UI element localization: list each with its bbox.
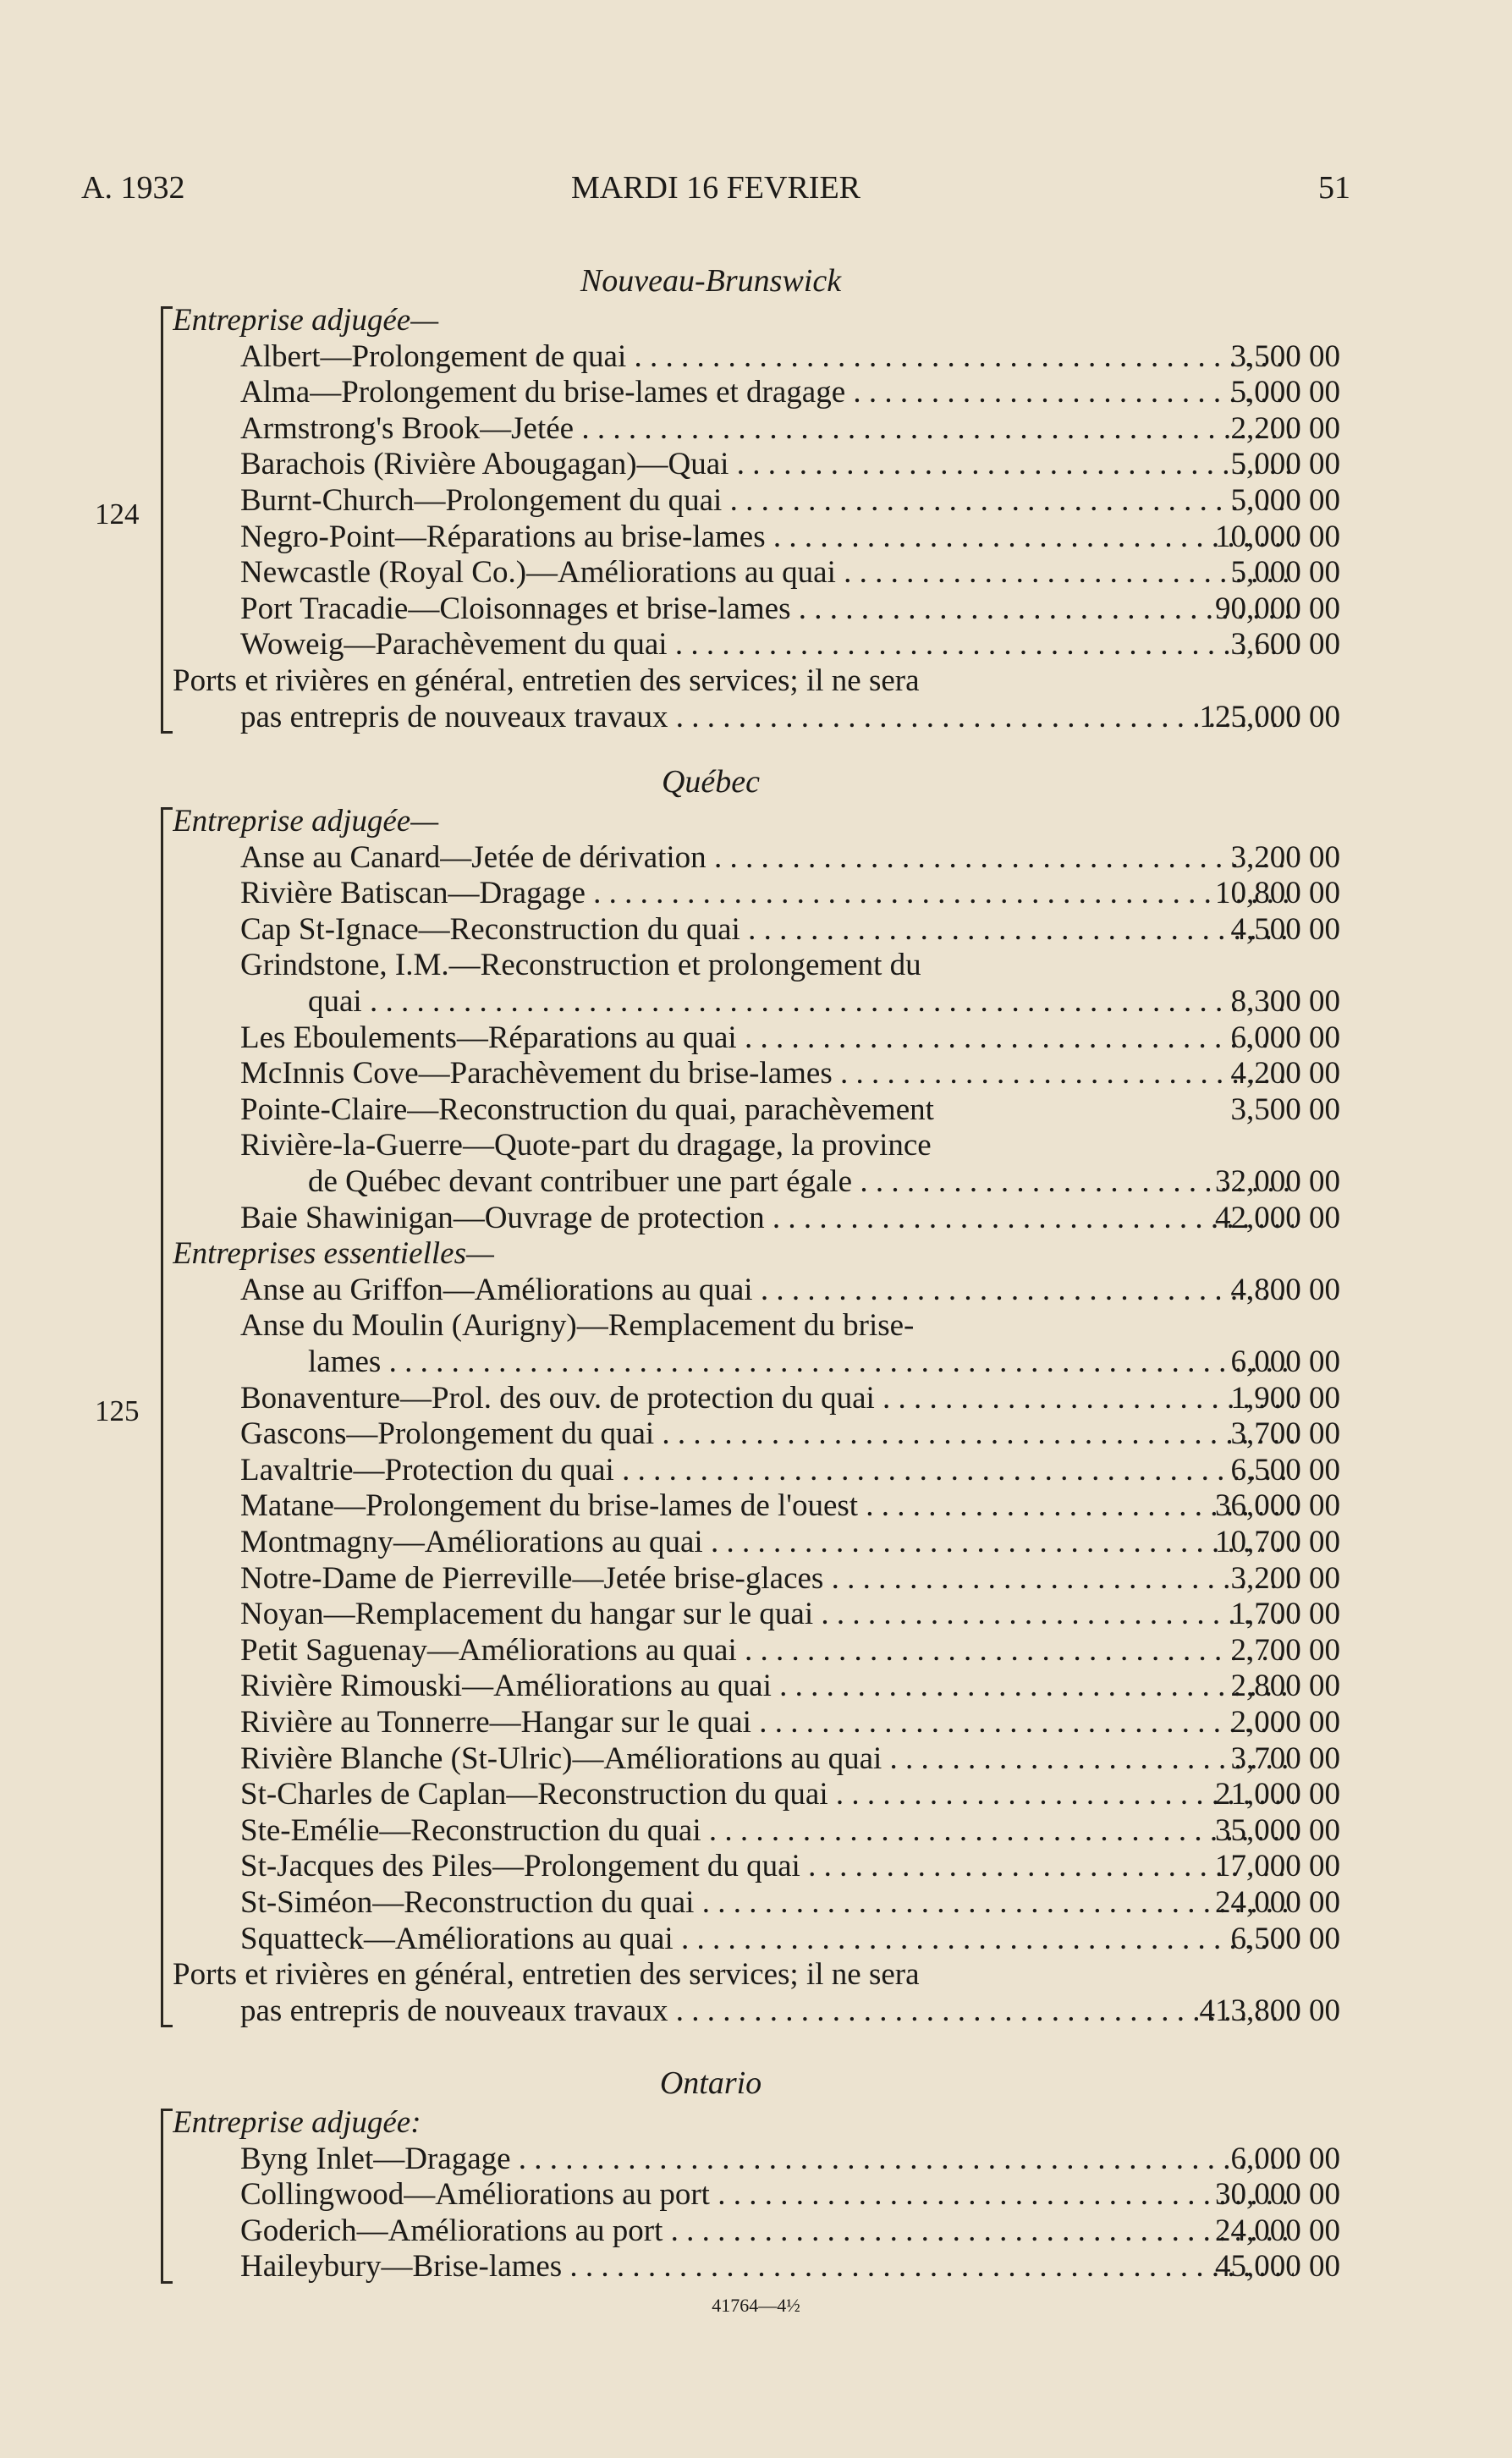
item-description: Gascons—Prolongement du quai . . . [240,1416,1294,1452]
line-item [173,627,1340,663]
item-amount: 24,000 00 [1215,2213,1340,2248]
item-amount: 6,500 00 [1230,1921,1340,1956]
line-item [173,520,1340,555]
line-item [173,447,1340,482]
line-item [173,411,1340,447]
item-amount: 45,000 00 [1215,2249,1340,2285]
line-item [173,700,1340,735]
item-amount: 42,000 00 [1215,1200,1340,1235]
item-description: Rivière-la-Guerre—Quote-part du dragage, la province [240,1128,932,1163]
line-item [173,1993,1340,2029]
item-description: Port Tracadie—Cloisonnages et brise-lames . . . [240,591,1294,627]
item-amount: 17,000 00 [1215,1849,1340,1884]
item-description: Rivière au Tonnerre—Hangar sur le quai . . . [240,1705,1294,1740]
item-description: St-Charles de Caplan—Reconstruction du quai . . . [240,1777,1294,1812]
vote-number: 124 [95,497,140,531]
item-description: Woweig—Parachèvement du quai . . . [240,627,1294,663]
line-item [173,1957,1340,1993]
line-item [173,1813,1340,1849]
line-item [173,483,1340,519]
line-item [173,912,1340,948]
item-description: Collingwood—Améliorations au port . . . [240,2177,1294,2213]
item-description: Pointe-Claire—Reconstruction du quai, parachèvement [240,1092,934,1127]
item-description: Negro-Point—Réparations au brise-lames . . . [240,520,1294,555]
item-amount: 3,200 00 [1230,1560,1340,1596]
item-description: Ports et rivières en général, entretien des services; il ne sera [173,663,920,698]
item-amount: 5,000 00 [1230,447,1340,482]
item-description: Entreprise adjugée: [173,2105,421,2140]
line-item [173,375,1340,410]
item-amount: 35,000 00 [1215,1812,1340,1848]
item-amount: 6,000 00 [1230,1020,1340,1055]
item-amount: 4,800 00 [1230,1272,1340,1307]
line-item [173,2177,1340,2213]
item-description: Entreprise adjugée— [173,303,439,338]
item-description: St-Jacques des Piles—Prolongement du quai . . . [240,1849,1294,1884]
item-amount: 5,000 00 [1230,483,1340,518]
subheading-row [173,1236,1340,1272]
item-amount: 4,500 00 [1230,911,1340,947]
line-item [173,984,1340,1020]
page-header [81,169,1350,212]
line-item [173,1020,1340,1056]
item-description: Rivière Blanche (St-Ulric)—Améliorations au quai . . . [240,1741,1294,1777]
line-item [173,1633,1340,1669]
item-description: de Québec devant contribuer une part égale . . . [308,1164,1294,1200]
item-amount: 32,000 00 [1215,1164,1340,1199]
item-description: lames . . . [308,1344,1294,1380]
item-description: Entreprise adjugée— [173,804,439,839]
page-number: 51 [1318,170,1350,206]
item-amount: 3,700 00 [1230,1416,1340,1452]
print-code: 41764—4½ [712,2295,800,2316]
line-item [173,1705,1340,1740]
item-description: Anse du Moulin (Aurigny)—Remplacement du brise- [240,1308,915,1344]
line-item [173,1201,1340,1236]
section-title: Nouveau-Brunswick [580,263,842,299]
line-item [173,1669,1340,1704]
item-amount: 5,000 00 [1230,555,1340,591]
item-amount: 413,800 00 [1199,1993,1340,2028]
item-description: St-Siméon—Reconstruction du quai . . . [240,1885,1294,1921]
item-description: Rivière Rimouski—Améliorations au quai . . . [240,1669,1294,1704]
item-description: Bonaventure—Prol. des ouv. de protection du quai . . . [240,1381,1294,1416]
item-amount: 3,200 00 [1230,839,1340,875]
line-item [173,1777,1340,1812]
line-item [173,591,1340,627]
item-description: Notre-Dame de Pierreville—Jetée brise-glaces . . . [240,1561,1294,1597]
section-title: Québec [661,764,761,800]
line-item [173,1164,1340,1200]
line-item [173,1453,1340,1488]
item-description: Baie Shawinigan—Ouvrage de protection . . . [240,1201,1294,1236]
item-amount: 36,000 00 [1215,1488,1340,1524]
subheading-row [173,303,1340,338]
item-amount: 10,800 00 [1215,876,1340,911]
item-description: Goderich—Améliorations au port . . . [240,2213,1294,2249]
item-amount: 10,700 00 [1215,1525,1340,1559]
item-amount: 5,000 00 [1230,375,1340,410]
item-description: Ste-Emélie—Reconstruction du quai . . . [240,1813,1294,1849]
item-amount: 6,000 00 [1230,2141,1340,2176]
item-amount: 3,500 00 [1230,1092,1340,1127]
line-item [173,1885,1340,1921]
item-amount: 90,000 00 [1215,591,1340,626]
session-year: A. 1932 [81,170,185,206]
item-amount: 24,000 00 [1215,1885,1340,1920]
item-description: pas entrepris de nouveaux travaux . . . [240,700,1294,735]
line-item [173,2249,1340,2285]
page-date: MARDI 16 FEVRIER [570,170,861,206]
line-item [173,1128,1340,1163]
line-item [173,1488,1340,1524]
item-amount: 6,500 00 [1230,1452,1340,1487]
item-description: Squatteck—Améliorations au quai . . . [240,1922,1294,1957]
line-item [173,2213,1340,2249]
line-item [173,339,1340,375]
item-amount: 1,900 00 [1230,1380,1340,1416]
item-description: Armstrong's Brook—Jetée . . . [240,411,1294,447]
line-item [173,1092,1340,1128]
line-item [173,555,1340,591]
item-amount: 6,000 00 [1230,1344,1340,1379]
item-amount: 2,000 00 [1230,1705,1340,1740]
line-item [173,1525,1340,1560]
item-description: Newcastle (Royal Co.)—Améliorations au quai . . . [240,555,1294,591]
item-amount: 21,000 00 [1215,1777,1340,1812]
item-description: Byng Inlet—Dragage . . . [240,2142,1294,2177]
item-description: Rivière Batiscan—Dragage . . . [240,876,1294,911]
line-item [173,840,1340,876]
item-amount: 4,200 00 [1230,1056,1340,1092]
item-description: Haileybury—Brise-lames . . . [240,2249,1294,2285]
item-description: Barachois (Rivière Abougagan)—Quai . . . [240,447,1294,482]
item-description: McInnis Cove—Parachèvement du brise-lames . . . [240,1056,1294,1092]
line-item [173,1597,1340,1632]
item-description: Albert—Prolongement de quai . . . [240,339,1294,375]
item-description: Grindstone, I.M.—Reconstruction et prolongement du [240,948,921,983]
vote-number: 125 [95,1394,140,1428]
item-amount: 125,000 00 [1199,699,1340,734]
line-item [173,1381,1340,1416]
item-amount: 2,200 00 [1230,410,1340,446]
line-item [173,1273,1340,1308]
item-amount: 3,500 00 [1230,338,1340,374]
item-description: quai . . . [308,984,1294,1020]
item-description: pas entrepris de nouveaux travaux . . . [240,1993,1294,2029]
item-description: Ports et rivières en général, entretien des services; il ne sera [173,1957,920,1993]
item-amount: 3,700 00 [1230,1740,1340,1776]
line-item [173,1922,1340,1957]
subheading-row [173,2105,1340,2141]
item-description: Entreprises essentielles— [173,1236,494,1272]
line-item [173,1849,1340,1884]
line-item [173,1344,1340,1380]
item-amount: 3,600 00 [1230,627,1340,663]
item-description: Montmagny—Améliorations au quai . . . [240,1525,1294,1560]
line-item [173,1416,1340,1452]
item-description: Cap St-Ignace—Reconstruction du quai . . . [240,912,1294,948]
item-description: Anse au Griffon—Améliorations au quai . . . [240,1273,1294,1308]
item-description: Burnt-Church—Prolongement du quai . . . [240,483,1294,519]
item-description: Noyan—Remplacement du hangar sur le quai . . . [240,1597,1294,1632]
item-amount: 8,300 00 [1230,984,1340,1019]
line-item [173,948,1340,983]
item-description: Anse au Canard—Jetée de dérivation . . . [240,840,1294,876]
line-item [173,1741,1340,1777]
line-item [173,663,1340,699]
item-description: Petit Saguenay—Améliorations au quai . . . [240,1633,1294,1669]
item-description: Lavaltrie—Protection du quai . . . [240,1453,1294,1488]
item-description: Les Eboulements—Réparations au quai . . . [240,1020,1294,1056]
item-amount: 1,700 00 [1230,1597,1340,1632]
line-item [173,1561,1340,1597]
item-amount: 2,800 00 [1230,1669,1340,1704]
section-title: Ontario [659,2065,762,2101]
item-amount: 30,000 00 [1215,2177,1340,2213]
subheading-row [173,804,1340,839]
item-description: Alma—Prolongement du brise-lames et dragage . . . [240,375,1294,410]
item-description: Matane—Prolongement du brise-lames de l'ouest . . . [240,1488,1294,1524]
line-item [173,1308,1340,1344]
item-amount: 2,700 00 [1230,1632,1340,1668]
line-item [173,876,1340,911]
line-item [173,1056,1340,1092]
line-item [173,2142,1340,2177]
item-amount: 10,000 00 [1215,519,1340,554]
